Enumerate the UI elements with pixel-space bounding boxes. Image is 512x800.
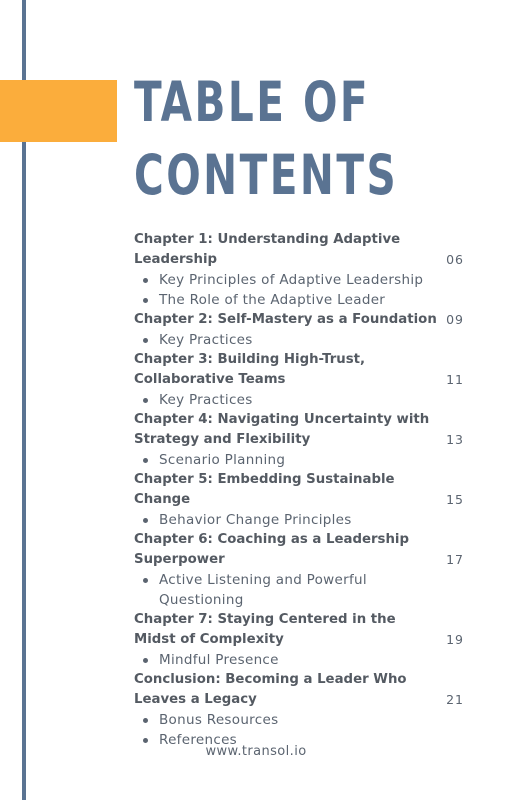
subsection-label: References (159, 732, 238, 748)
subsection-item[interactable] (134, 450, 435, 470)
bullet-icon (143, 278, 148, 283)
page-number: 17 (446, 552, 464, 567)
subsection-list (134, 450, 470, 470)
subsection-label: The Role of the Adaptive Leader (159, 292, 386, 308)
page-title (134, 66, 399, 212)
subsection-item[interactable] (134, 570, 435, 610)
accent-block (0, 80, 117, 142)
title-line-1: TABLE OF (134, 70, 371, 134)
subsection-label: Key Practices (159, 392, 253, 408)
subsection-item[interactable] (134, 510, 435, 530)
toc-entry[interactable] (134, 610, 470, 650)
page-number: 11 (446, 372, 464, 387)
chapter-title[interactable]: Chapter 2: Self-Mastery as a Foundation (134, 312, 437, 327)
chapter-title[interactable]: Chapter 4: Navigating Uncertainty with Strategy and Flexibility (134, 412, 430, 447)
subsection-list (134, 650, 470, 670)
toc-list (134, 230, 470, 750)
subsection-item[interactable] (134, 290, 435, 310)
subsection-label: Behavior Change Principles (159, 512, 352, 528)
toc-entry[interactable] (134, 470, 470, 510)
bullet-icon (143, 518, 148, 523)
page-number: 13 (446, 432, 464, 447)
subsection-item[interactable] (134, 390, 435, 410)
subsection-label: Bonus Resources (159, 712, 279, 728)
chapter-title[interactable]: Chapter 7: Staying Centered in the Midst of Complexity (134, 612, 396, 647)
page-number: 06 (446, 252, 464, 267)
chapter-title[interactable]: Conclusion: Becoming a Leader Who Leaves a Legacy (134, 672, 407, 707)
bullet-icon (143, 458, 148, 463)
subsection-label: Active Listening and Powerful Questioning (159, 572, 367, 608)
subsection-label: Key Practices (159, 332, 253, 348)
subsection-list (134, 510, 470, 530)
chapter-title[interactable]: Chapter 1: Understanding Adaptive Leadership (134, 232, 401, 267)
page-number: 09 (446, 312, 464, 327)
toc-entry[interactable] (134, 670, 470, 710)
page-number: 19 (446, 632, 464, 647)
subsection-label: Scenario Planning (159, 452, 286, 468)
toc-entry[interactable] (134, 230, 470, 270)
toc-entry[interactable] (134, 310, 470, 330)
subsection-list (134, 390, 470, 410)
subsection-item[interactable] (134, 330, 435, 350)
subsection-item[interactable] (134, 650, 435, 670)
chapter-title[interactable]: Chapter 5: Embedding Sustainable Change (134, 472, 395, 507)
bullet-icon (143, 658, 148, 663)
toc-entry[interactable] (134, 410, 470, 450)
page-number: 15 (446, 492, 464, 507)
subsection-item[interactable] (134, 270, 435, 290)
subsection-item[interactable] (134, 710, 435, 730)
bullet-icon (143, 398, 148, 403)
subsection-label: Key Principles of Adaptive Leadership (159, 272, 424, 288)
chapter-title[interactable]: Chapter 3: Building High-Trust, Collaborative Teams (134, 352, 366, 387)
title-line-2: CONTENTS (134, 143, 399, 207)
toc-entry[interactable] (134, 530, 470, 570)
subsection-list (134, 270, 470, 310)
chapter-title[interactable]: Chapter 6: Coaching as a Leadership Superpower (134, 532, 409, 567)
subsection-label: Mindful Presence (159, 652, 279, 668)
subsection-list (134, 330, 470, 350)
subsection-list (134, 570, 470, 610)
page-number: 21 (446, 692, 464, 707)
toc-entry[interactable] (134, 350, 470, 390)
footer-url[interactable]: www.transol.io (205, 744, 307, 759)
bullet-icon (143, 578, 148, 583)
bullet-icon (143, 718, 148, 723)
bullet-icon (143, 298, 148, 303)
bullet-icon (143, 338, 148, 343)
